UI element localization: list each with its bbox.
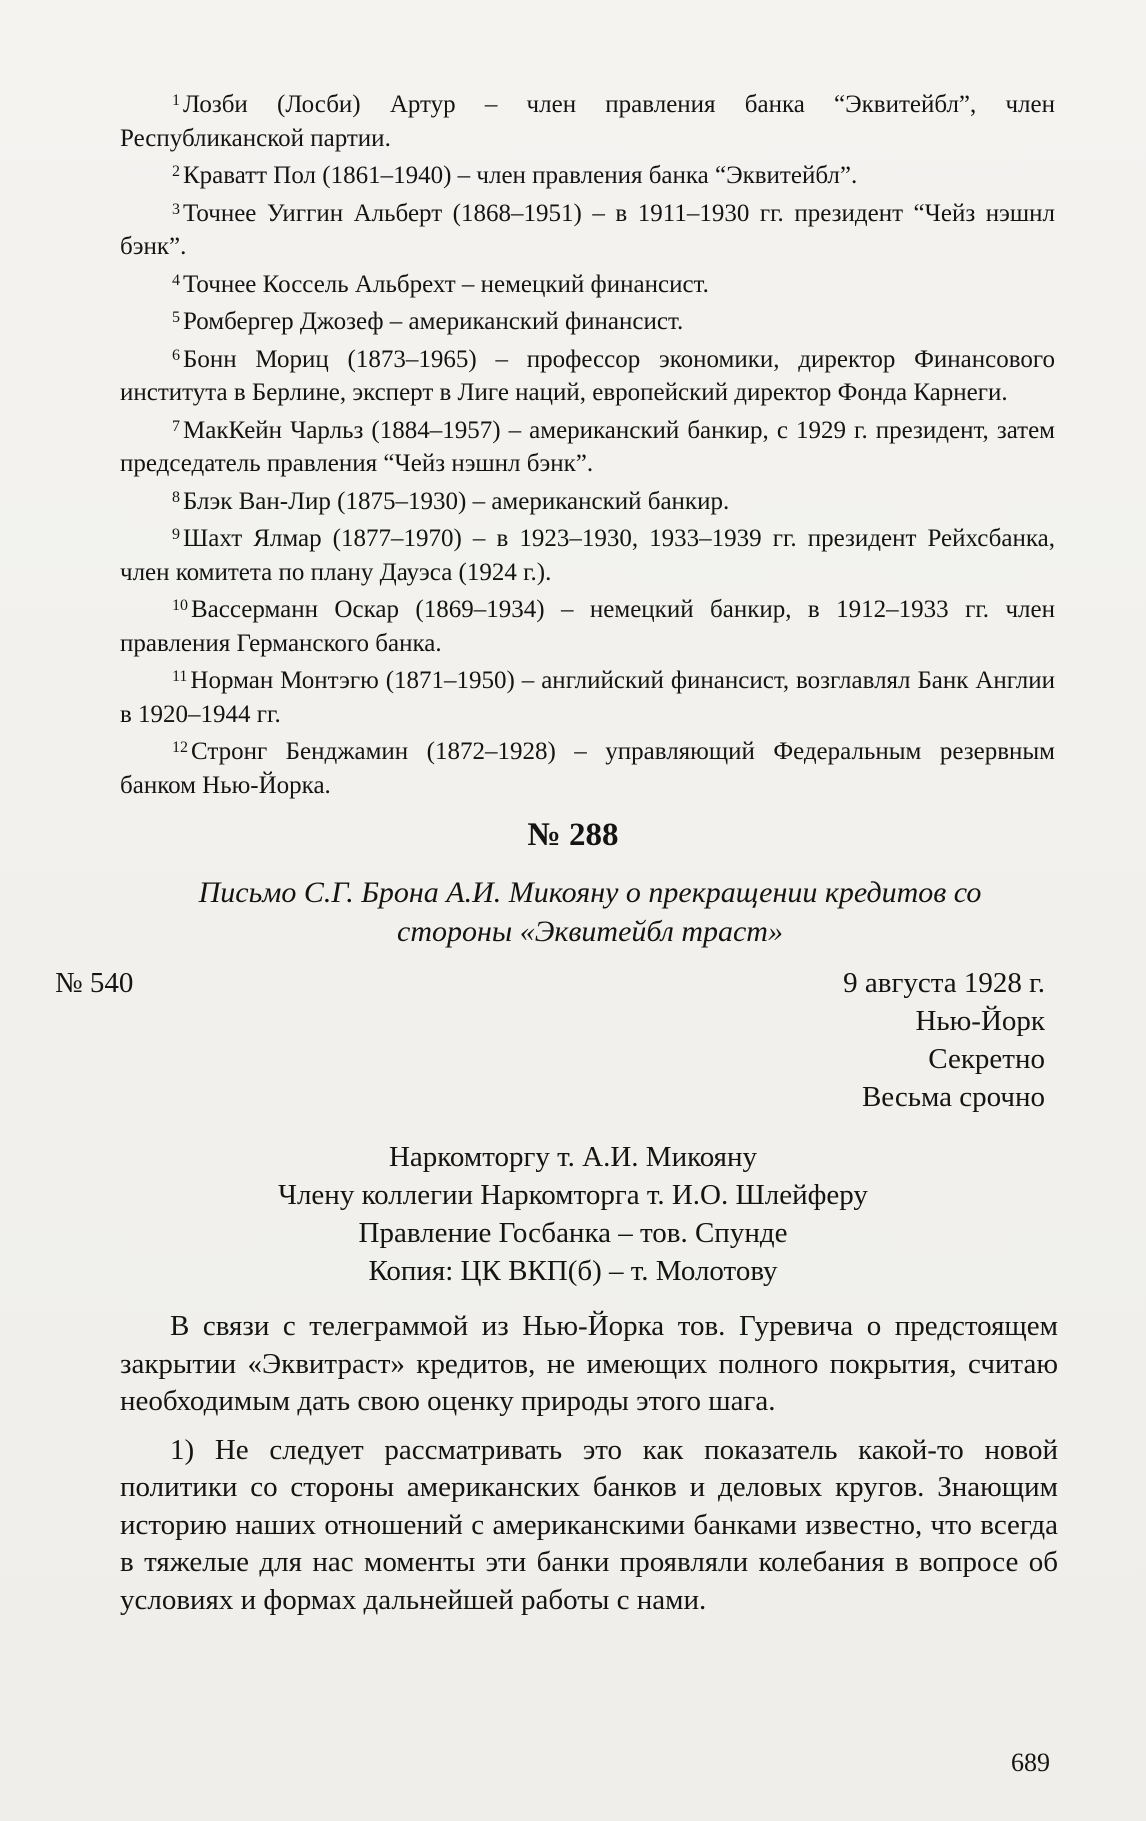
footnote	[120, 264, 1055, 302]
footnote-number: 4	[172, 271, 180, 289]
footnote	[120, 339, 1055, 410]
footnote-number: 6	[172, 346, 180, 364]
footnote	[120, 84, 1055, 155]
footnote-text: Блэк Ван-Лир (1875–1930) – американский банкир.	[183, 487, 730, 515]
addressee-line: Правление Госбанка – тов. Спунде	[358, 1217, 788, 1249]
footnote-text: Бонн Мориц (1873–1965) – профессор экономики, директор Финансового института в Берлине, эксперт в Лиге наций, европейский директор Фонда Карнеги.	[120, 345, 1055, 406]
footnote-text: Краватт Пол (1861–1940) – член правления банка “Эквитейбл”.	[183, 162, 858, 189]
outgoing-number: № 540	[55, 967, 134, 999]
footnote-text: Вассерманн Оскар (1869–1934) – немецкий банкир, в 1912–1933 гг. член правления Германского банка.	[120, 596, 1055, 657]
footnote-number: 12	[172, 739, 188, 756]
addressee-line: Копия: ЦК ВКП(б) – т. Молотову	[368, 1255, 778, 1287]
addressee-line: Члену коллегии Наркомторга т. И.О. Шлейферу	[278, 1179, 868, 1211]
urgency-stamp: Весьма срочно	[861, 1081, 1045, 1113]
footnote-text: Точнее Уиггин Альберт (1868–1951) – в 1911–1930 гг. президент “Чейз нэшнл бэнк”.	[120, 199, 1055, 260]
secrecy-stamp: Секретно	[928, 1043, 1045, 1075]
footnote	[120, 518, 1055, 589]
footnote	[120, 410, 1055, 481]
footnote-number: 5	[172, 309, 180, 326]
footnote	[120, 193, 1055, 264]
addressee-line: Наркомторгу т. А.И. Микояну	[388, 1141, 758, 1173]
document-number: № 288	[527, 817, 619, 853]
footnote-number: 3	[172, 200, 180, 218]
page-number: 689	[1011, 1748, 1050, 1777]
footnote-text: Стронг Бенджамин (1872–1928) – управляющий Федеральным резервным банком Нью-Йорка.	[120, 738, 1055, 799]
letter-body	[120, 1308, 1058, 1630]
footnote	[120, 301, 1055, 339]
footnote-text: Шахт Ялмар (1877–1970) – в 1923–1930, 1933–1939 гг. президент Рейхсбанка, член комитета по плану Дауэса (1924 г.).	[120, 525, 1055, 586]
footnote	[120, 589, 1055, 660]
footnote-number: 2	[172, 163, 180, 180]
footnote-text: Точнее Коссель Альбрехт – немецкий финансист.	[183, 270, 709, 298]
footnote-text: Норман Монтэгю (1871–1950) – английский финансист, возглавлял Банк Англии в 1920–1944 гг.	[120, 667, 1055, 728]
footnote	[120, 731, 1055, 802]
footnote-text: МакКейн Чарльз (1884–1957) – американский банкир, с 1929 г. президент, затем председатель правления “Чейз нэшнл бэнк”.	[120, 416, 1055, 477]
document-date: 9 августа 1928 г.	[843, 967, 1045, 999]
footnote-number: 11	[172, 668, 188, 685]
footnote	[120, 155, 1055, 193]
meta-right-block	[843, 964, 1045, 1116]
footnote	[120, 660, 1055, 731]
footnote-number: 9	[172, 526, 180, 543]
footnote	[120, 481, 1055, 519]
paragraph: 1) Не следует рассматривать это как показатель какой-то новой политики со стороны американских банков и деловых кругов. Знающим историю наших отношений с американскими банками известно, что всегда в тяжелые для нас моменты эти банки проявляли колебания в вопросе об условиях и формах дальнейшей работы с нами.	[120, 1433, 1058, 1616]
footnote-text: Ромбергер Джозеф – американский финансист.	[183, 308, 684, 335]
document-place: Нью-Йорк	[915, 1005, 1045, 1037]
footnote-number: 8	[172, 488, 180, 506]
footnote-text: Лозби (Лосби) Артур – член правления банка “Эквитейбл”, член Республиканской партии.	[120, 91, 1055, 152]
footnotes	[120, 84, 1055, 802]
paragraph: В связи с телеграммой из Нью-Йорка тов. Гуревича о предстоящем закрытии «Эквитраст» кредитов, не имеющих полного покрытия, считаю необходимым дать свою оценку природы этого шага.	[120, 1310, 1058, 1417]
footnote-number: 1	[172, 92, 180, 109]
footnote-number: 10	[172, 597, 188, 614]
footnote-number: 7	[172, 417, 180, 435]
document-title: Письмо С.Г. Брона А.И. Микояну о прекращении кредитов со стороны «Эквитейбл траст»	[198, 876, 982, 948]
addressees	[0, 1138, 1146, 1290]
